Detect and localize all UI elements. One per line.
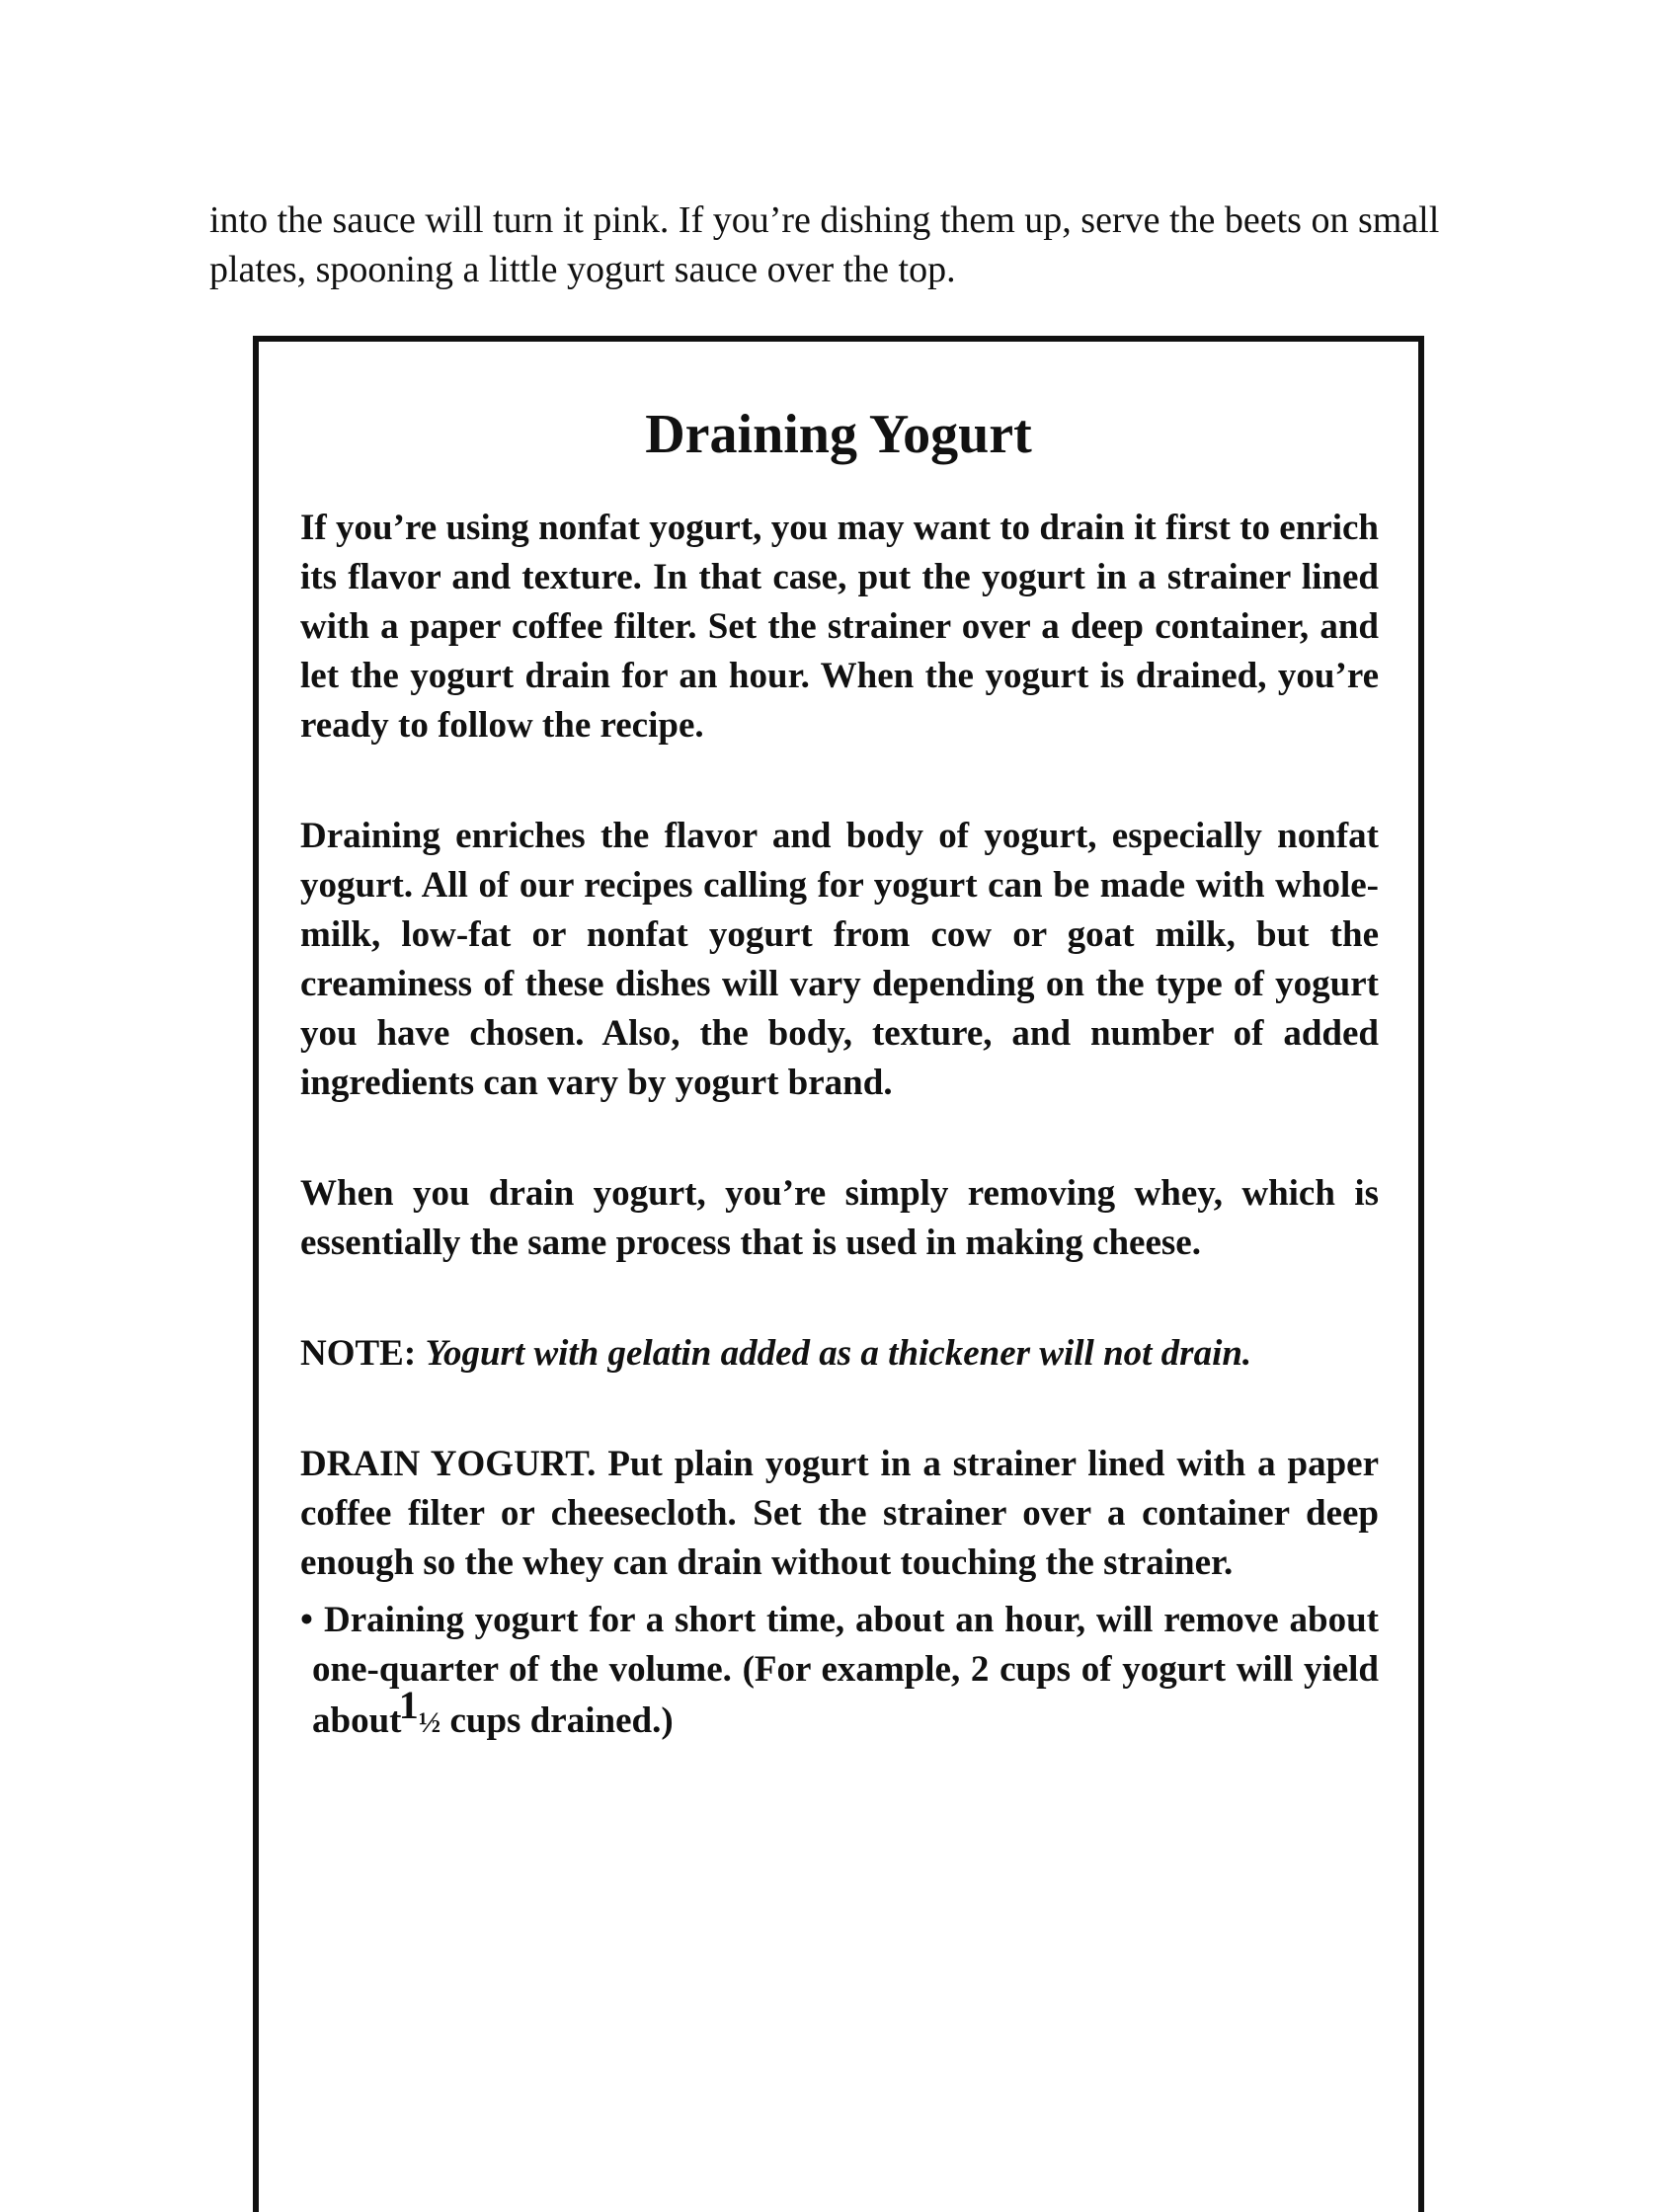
fraction-one-and-half	[398, 1683, 441, 1748]
drain-text: Put plain yogurt in a strainer lined with a paper coffee filter or cheesecloth. Set the strainer over a container deep enough so the whey can drain without touching the strainer.	[300, 1444, 1380, 1583]
bullet-text-after: cups drained.)	[449, 1700, 674, 1741]
fraction-part: ½	[418, 1706, 441, 1739]
fraction-whole: 1	[398, 1683, 419, 1727]
draining-yogurt-sidebar	[253, 336, 1424, 2212]
bullet-icon: •	[300, 1600, 313, 1640]
note-label: NOTE:	[300, 1333, 417, 1374]
note-paragraph	[300, 1329, 1379, 1379]
drain-instructions	[300, 1440, 1379, 1588]
paragraph-whey: When you drain yogurt, you’re simply removing whey, which is essentially the same process that is used in making cheese.	[300, 1173, 1379, 1263]
paragraph-enriches: Draining enriches the flavor and body of yogurt, especially nonfat yogurt. All of our recipes calling for yogurt can be made with whole-milk, low-fat or nonfat yogurt from cow or goat milk, but the creaminess of these dishes will vary depending on the type of yogurt you have chosen. Also, the body, texture, and number of added ingredients can vary by yogurt brand.	[300, 816, 1379, 1103]
note-text: Yogurt with gelatin added as a thickener will not drain.	[425, 1333, 1252, 1374]
paragraph-nonfat: If you’re using nonfat yogurt, you may want to drain it first to enrich its flavor and texture. In that case, put the yogurt in a strainer lined with a paper coffee filter. Set the strainer over a deep container, and let the yogurt drain for an hour. When the yogurt is drained, you’re ready to follow the recipe.	[300, 508, 1379, 746]
bullet-text-before: Draining yogurt for a short time, about an hour, will remove about one-quarter of the volume. (For example, 2 cups of yogurt will yield about	[312, 1600, 1379, 1741]
sidebar-body	[300, 504, 1379, 1809]
sidebar-title: Draining Yogurt	[645, 404, 1032, 465]
bullet-item	[300, 1596, 1379, 1748]
drain-heading: DRAIN YOGURT.	[300, 1444, 597, 1484]
intro-paragraph: into the sauce will turn it pink. If you’re dishing them up, serve the beets on small plates, spooning a little yogurt sauce over the top.	[209, 199, 1440, 290]
